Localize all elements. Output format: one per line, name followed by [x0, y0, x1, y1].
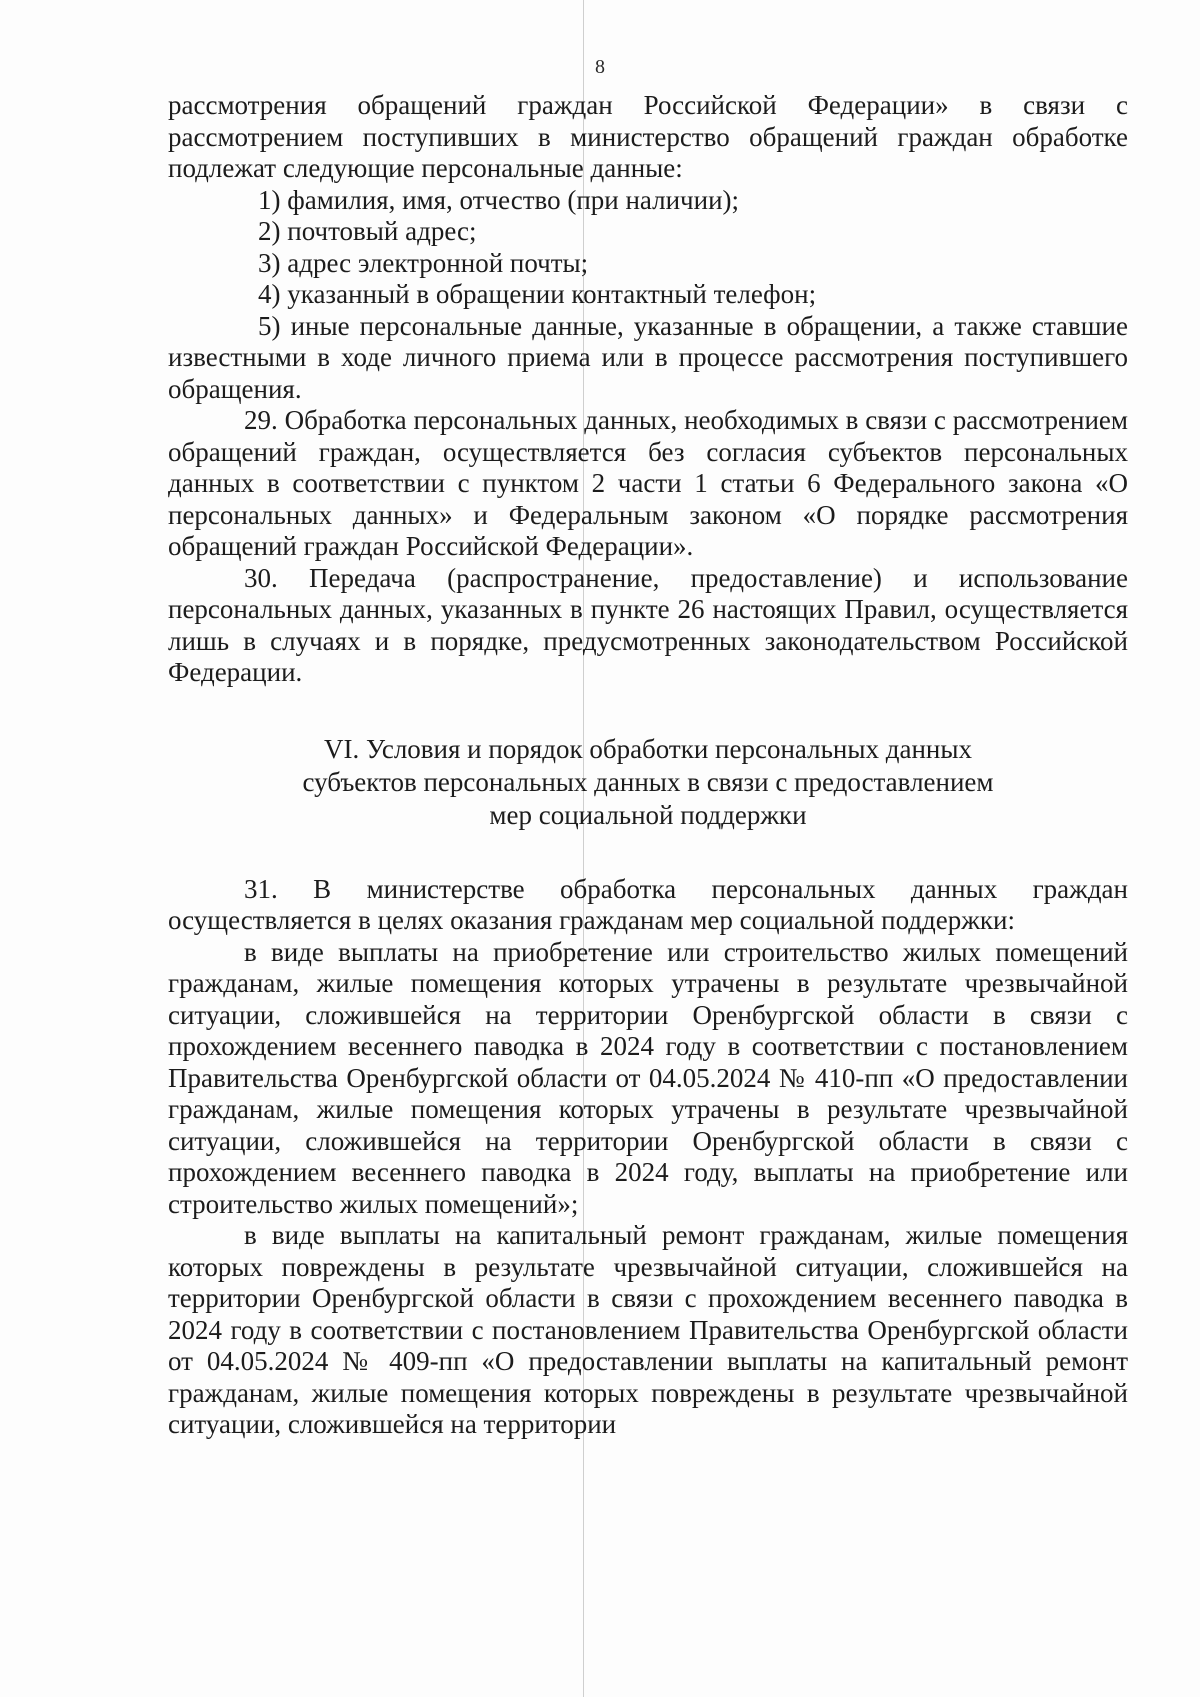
section-heading-line-3: мер социальной поддержки	[489, 799, 807, 830]
page-number: 8	[595, 56, 605, 78]
list-item-5: 5) иные персональные данные, указанные в обращении, а также ставшие известными в ходе личного приема или в процессе рассмотрения поступившего обращения.	[168, 310, 1128, 404]
list-item-4: 4) указанный в обращении контактный телефон;	[258, 279, 817, 309]
section-heading	[168, 733, 1128, 832]
paragraph-30: 30. Передача (распространение, предоставление) и использование персональных данных, указанных в пункте 26 настоящих Правил, осуществляется лишь в случаях и в порядке, предусмотренных законодательством Российской Федерации.	[168, 562, 1128, 687]
section-heading-line-2: субъектов персональных данных в связи с предоставлением	[302, 766, 994, 797]
paragraph-31-purchase: в виде выплаты на приобретение или строительство жилых помещений гражданам, жилые помещения которых утрачены в результате чрезвычайной ситуации, сложившейся на территории Оренбургской области в связи с прохождением весеннего паводка в 2024 году в соответствии с постановлением Правительства Оренбургской области от 04.05.2024 № 410-пп «О предоставлении гражданам, жилые помещения которых утрачены в результате чрезвычайной ситуации, сложившейся на территории Оренбургской области в связи с прохождением весеннего паводка в 2024 году, выплаты на приобретение или строительство жилых помещений»;	[168, 936, 1128, 1219]
intro-paragraph: рассмотрения обращений граждан Российской Федерации» в связи с рассмотрением поступивших в министерство обращений граждан обработке подлежат следующие персональные данные:	[168, 90, 1128, 183]
document-body	[168, 90, 1128, 1441]
paragraph-31-repair: в виде выплаты на капитальный ремонт гражданам, жилые помещения которых повреждены в результате чрезвычайной ситуации, сложившейся на территории Оренбургской области в связи с прохождением весеннего паводка в 2024 году в соответствии с постановлением Правительства Оренбургской области от 04.05.2024 № 409-пп «О предоставлении выплаты на капитальный ремонт гражданам, жилые помещения которых повреждены в результате чрезвычайной ситуации, сложившейся на территории	[168, 1220, 1128, 1439]
paragraph-31: 31. В министерстве обработка персональных данных граждан осуществляется в целях оказания гражданам мер социальной поддержки:	[168, 873, 1128, 935]
list-item-2: 2) почтовый адрес;	[258, 216, 477, 246]
list-item-3: 3) адрес электронной почты;	[258, 247, 589, 278]
list-item-1: 1) фамилия, имя, отчество (при наличии);	[258, 184, 740, 215]
paragraph-29: 29. Обработка персональных данных, необходимых в связи с рассмотрением обращений граждан, осуществляется без согласия субъектов персональных данных в соответствии с пунктом 2 части 1 статьи 6 Федерального закона «О персональных данных» и Федеральным законом «О порядке рассмотрения обращений граждан Российской Федерации».	[168, 405, 1128, 561]
section-heading-line-1: VI. Условия и порядок обработки персональных данных	[323, 733, 973, 764]
